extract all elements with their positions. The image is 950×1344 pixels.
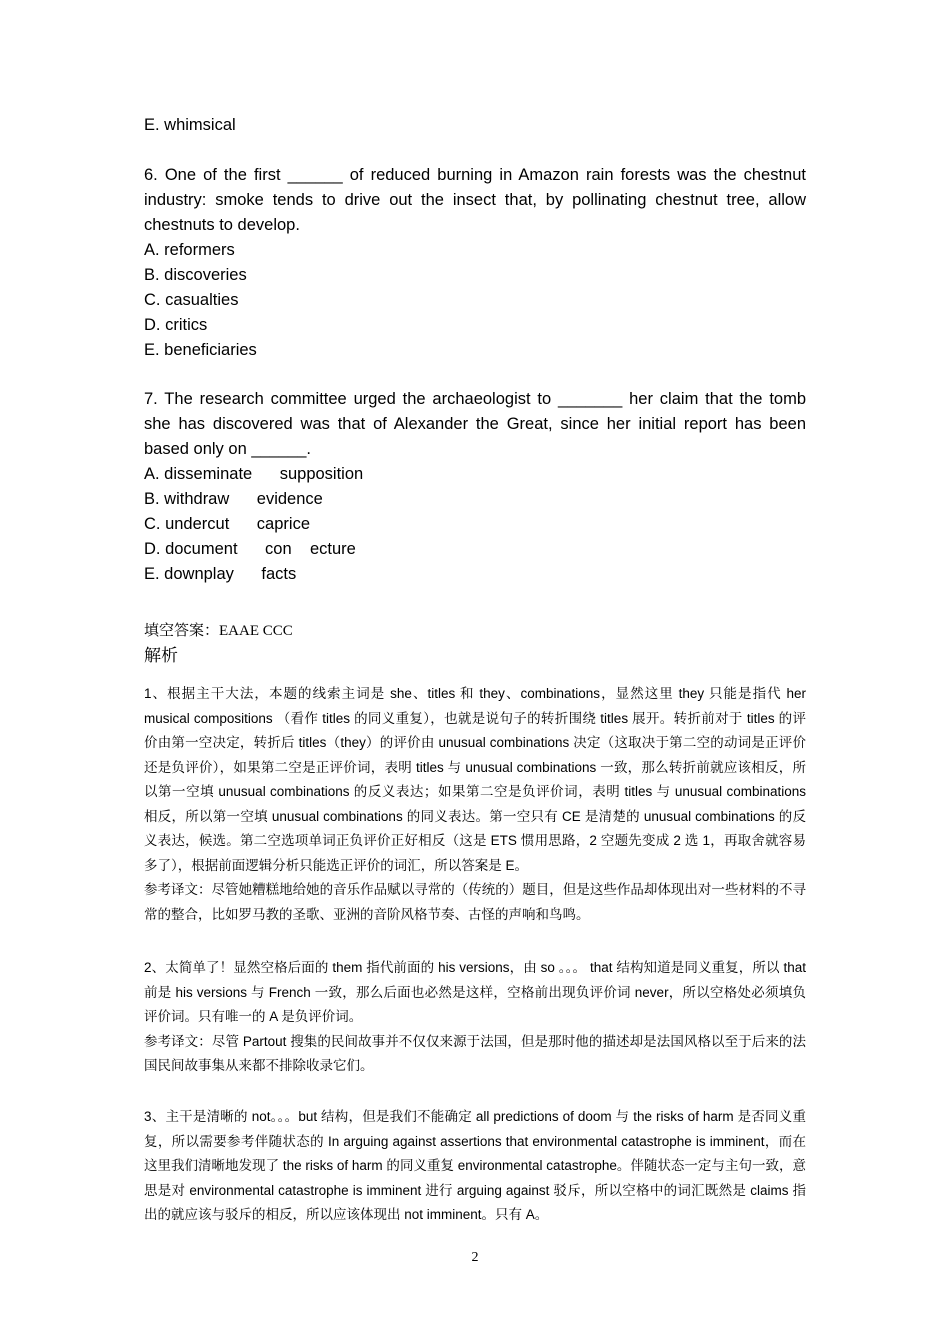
question-7-option-c: C. undercut caprice: [144, 515, 310, 533]
explanation-1-translation: 参考译文：尽管她糟糕地给她的音乐作品赋以寻常的（传统的）题目，但是这些作品却体现出对一些材料的不寻常的整合，比如罗马教的圣歌、亚洲的音阶风格节奏、古怪的声响和鸟鸣。: [144, 882, 806, 922]
question-7-option-e: E. downplay facts: [144, 565, 297, 583]
page-number: 2: [471, 1250, 479, 1265]
answer-key-line: 填空答案：EAAE CCC: [144, 623, 293, 639]
explanation-2-translation: 参考译文：尽管 Partout 搜集的民间故事并不仅仅来源于法国，但是那时他的描述却是法国风格以至于后来的法国民间故事集从来都不排除收录它们。: [144, 1033, 806, 1073]
explanation-2: [144, 956, 806, 1079]
option-e: E. whimsical: [144, 116, 236, 134]
question-6-option-c: C. casualties: [144, 291, 239, 309]
question-7: [144, 387, 806, 587]
question-7-option-b: B. withdraw evidence: [144, 490, 323, 508]
explanation-3: [144, 1105, 806, 1228]
explanation-3-body: 3、主干是清晰的 not。。。but 结构，但是我们不能确定 all predictions of doom 与 the risks of harm 是否同义重复，所以需要参考伴随状态的 In arguing against assertions that environmental catastrophe is imminent，而在这里我们清晰地发现了 the risks of harm 的同义重复 environmental catastrophe。伴随状态一定与主句一致，意思是对 environmental catastrophe is imminent 进行 arguing against 驳斥，所以空格中的词汇既然是 claims 指出的就应该与驳斥的相反，所以应该体现出 not imminent。只有 A。: [144, 1109, 806, 1222]
question-6-option-b: B. discoveries: [144, 266, 247, 284]
question-7-option-d: D. document con ecture: [144, 540, 356, 558]
question-6-option-d: D. critics: [144, 316, 208, 334]
question-7-option-a: A. disseminate supposition: [144, 465, 364, 483]
explanation-1-body: 1、根据主干大法，本题的线索主词是 she、titles 和 they、combinations，显然这里 they 只能是指代 her musical compositions （看作 titles 的同义重复），也就是说句子的转折围绕 titles 展开。转折前对于 titles 的评价由第一空决定，转折后 titles（they）的评价由 unusual combinations 决定（这取决于第二空的动词是正评价还是负评价），如果第二空是正评价词，表明 titles 与 unusual combinations 一致，那么转折前就应该相反，所以第一空填 unusual combinations 的反义表达；如果第二空是负评价词，表明 titles 与 unusual combinations 相反，所以第一空填 unusual combinations 的同义表达。第一空只有 CE 是清楚的 unusual combinations 的反义表达，候选。第二空选项单词正负评价正好相反（这是 ETS 惯用思路，2 空题先变成 2 选 1，再取舍就容易多了），根据前面逻辑分析只能选正评价的词汇，所以答案是 E。: [144, 686, 806, 873]
question-5-tail: [144, 113, 806, 138]
question-6: [144, 163, 806, 363]
question-6-option-a: A. reformers: [144, 241, 235, 259]
question-7-stem: 7. The research committee urged the archaeologist to _______ her claim that the tomb she has discovered was that of Alexander the Great, since her initial report has been based only on ______.: [144, 390, 806, 458]
explanation-2-body: 2、太简单了！显然空格后面的 them 指代前面的 his versions，由 so 。。。 that 结构知道是同义重复，所以 that 前是 his versions 与 French 一致，那么后面也必然是这样，空格前出现负评价词 never，所以空格处必须填负评价词。只有唯一的 A 是负评价词。: [144, 960, 806, 1024]
explanation-1: [144, 682, 806, 927]
analysis-heading: 解析: [144, 646, 178, 665]
question-6-option-e: E. beneficiaries: [144, 341, 257, 359]
question-6-stem: 6. One of the first ______ of reduced burning in Amazon rain forests was the chestnut industry: smoke tends to drive out the insect that, by pollinating chestnut tree, allow chestnuts to develop.: [144, 166, 806, 234]
